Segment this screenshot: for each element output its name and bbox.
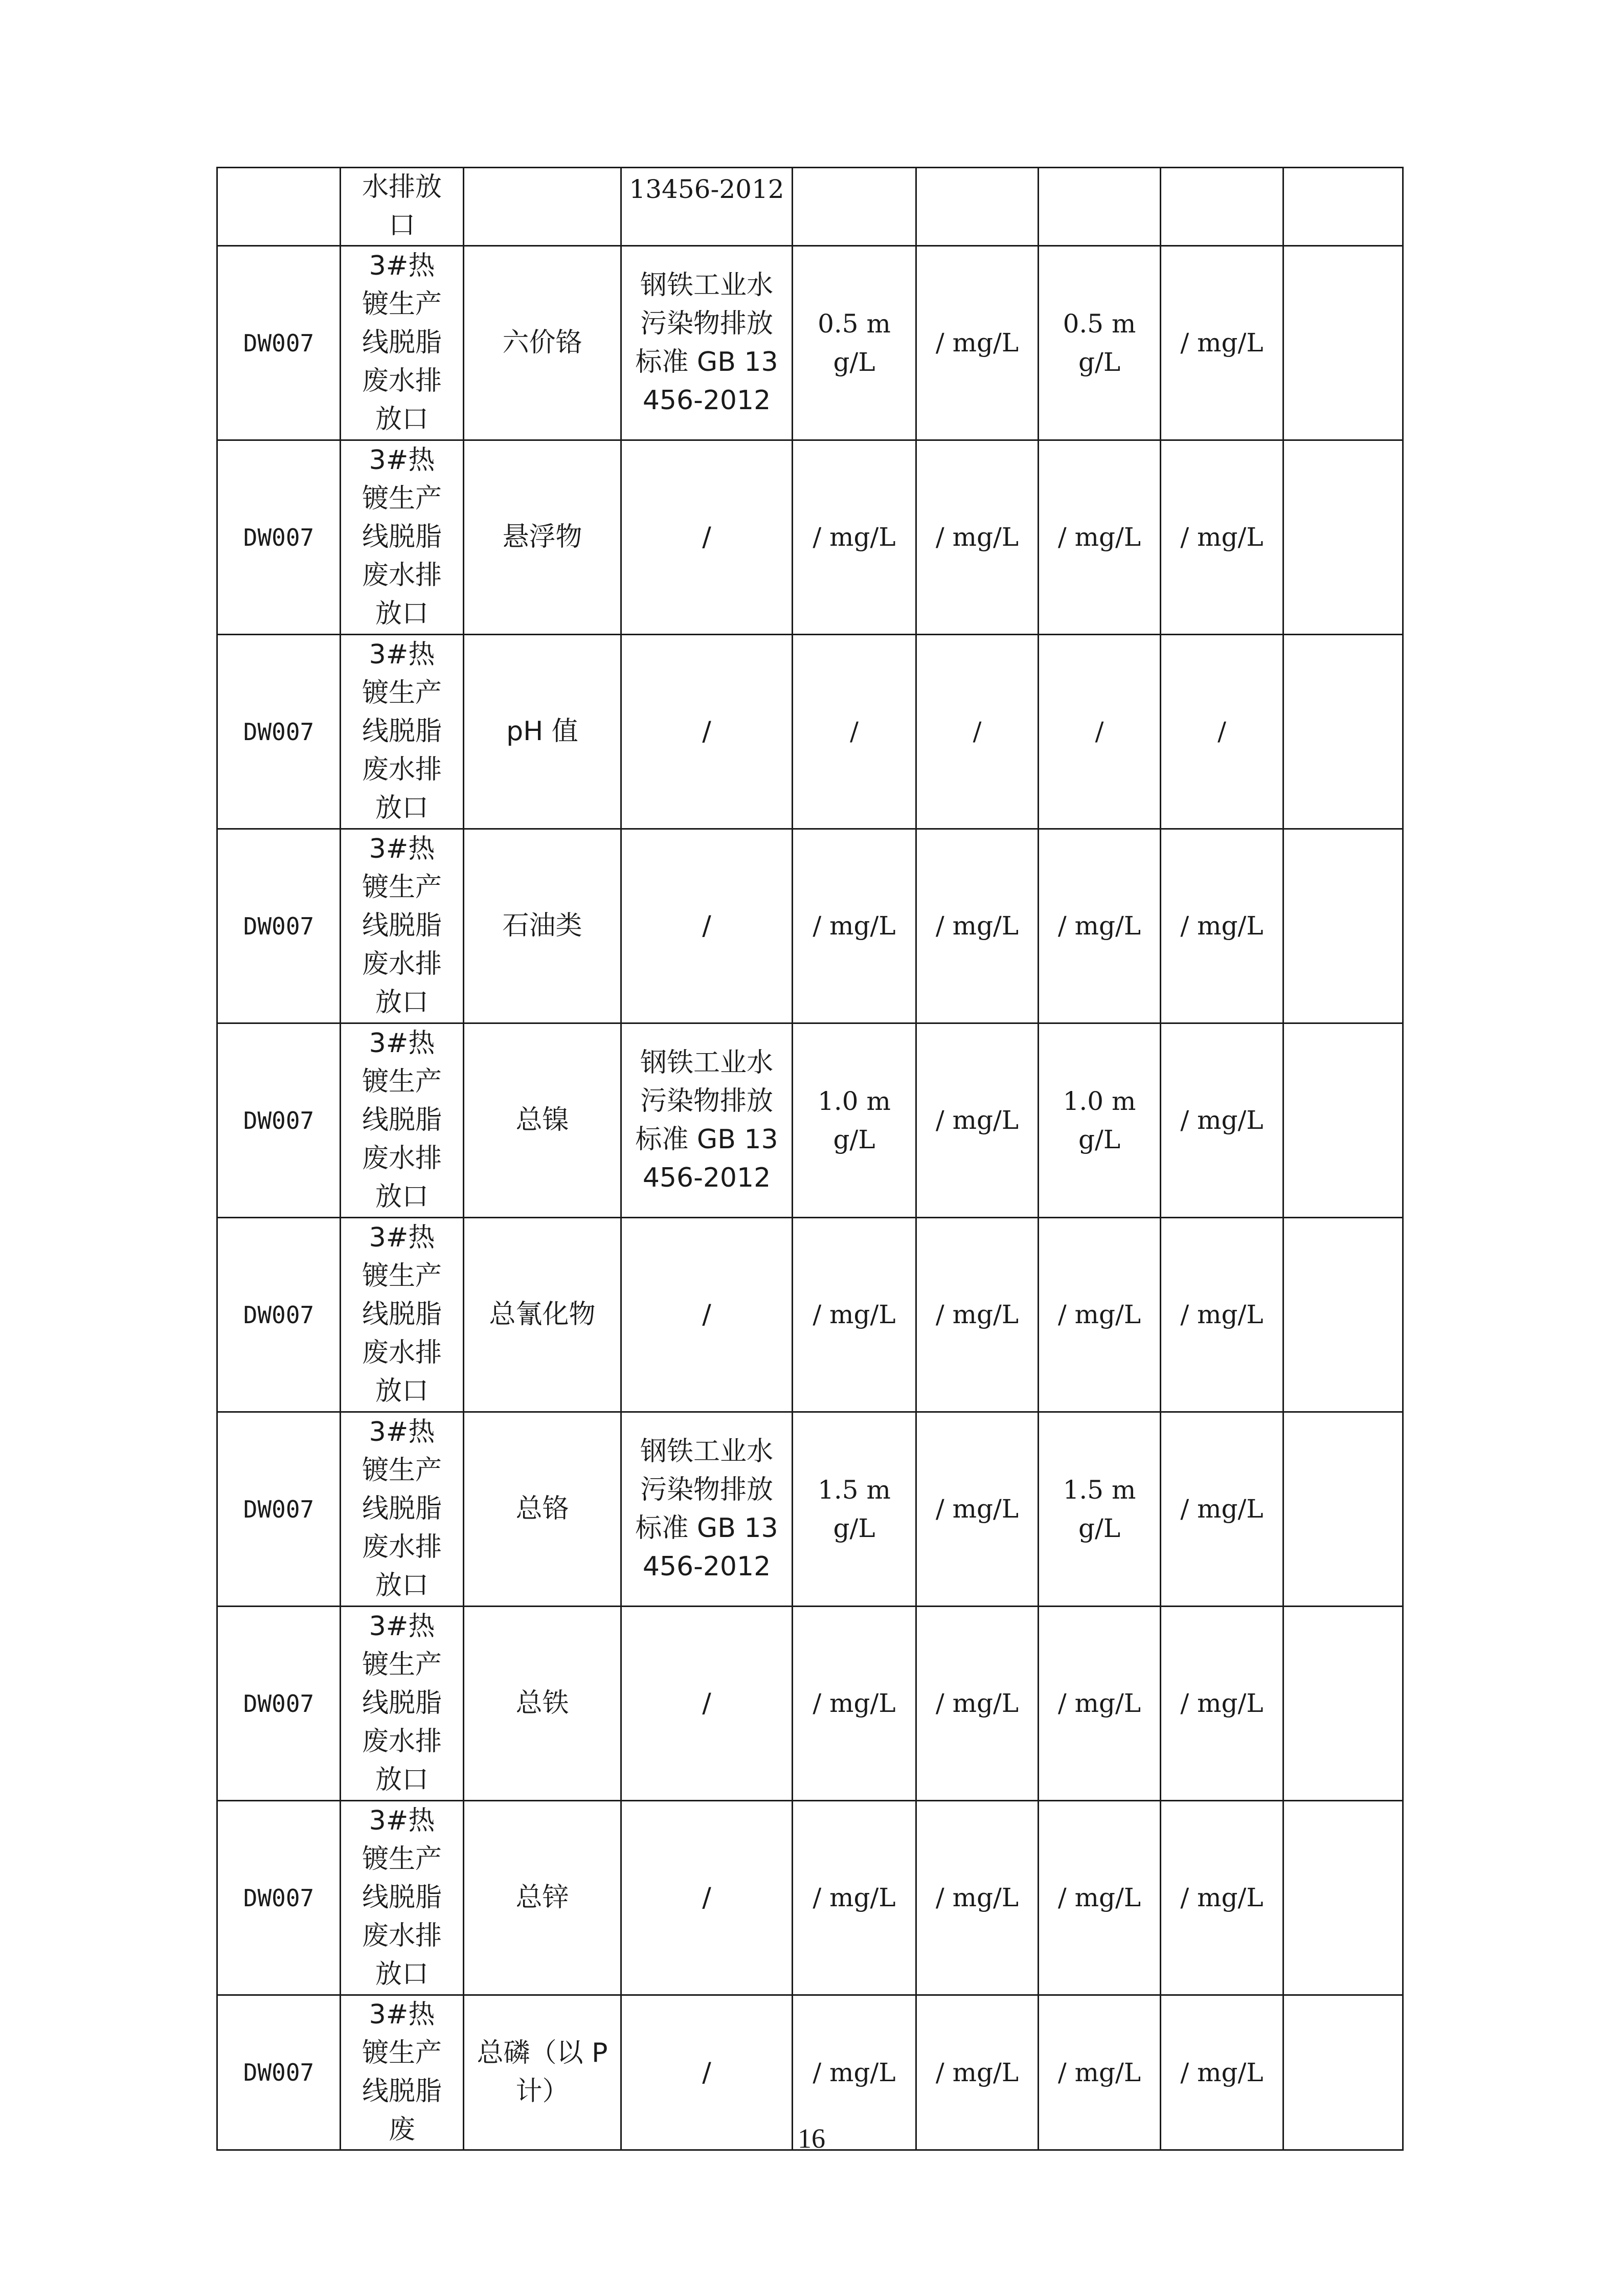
cell-value-4: / mg/L <box>1161 1607 1283 1801</box>
table-body <box>217 246 1403 2150</box>
cell-value-1: / mg/L <box>793 1607 916 1801</box>
cell-outlet: 3#热镀生产线脱脂废水排放口 <box>341 635 464 829</box>
cell-value-4: / mg/L <box>1161 440 1283 635</box>
cell-outlet: 3#热镀生产线脱脂废水排放口 <box>341 1218 464 1412</box>
table-row <box>217 440 1403 635</box>
cell-id: DW007 <box>217 440 341 635</box>
cell-value-4: / <box>1161 635 1283 829</box>
cell-value-2: / mg/L <box>916 1023 1039 1218</box>
cell-pollutant <box>464 168 621 246</box>
cell-outlet: 3#热镀生产线脱脂废水排放口 <box>341 440 464 635</box>
cell-value-2: / mg/L <box>916 440 1039 635</box>
cell-id: DW007 <box>217 1412 341 1607</box>
cell-value-3: 1.5 mg/L <box>1039 1412 1161 1607</box>
cell-value-5 <box>1283 440 1403 635</box>
cell-pollutant: 总氰化物 <box>464 1218 621 1412</box>
cell-pollutant: pH 值 <box>464 635 621 829</box>
cell-id: DW007 <box>217 1218 341 1412</box>
cell-standard: / <box>621 829 793 1023</box>
cell-outlet: 3#热镀生产线脱脂废水排放口 <box>341 1023 464 1218</box>
cell-value-1: / mg/L <box>793 1995 916 2150</box>
cell-value-2: / mg/L <box>916 829 1039 1023</box>
cell-value-2: / mg/L <box>916 246 1039 440</box>
cell-pollutant: 总铁 <box>464 1607 621 1801</box>
discharge-limits-table <box>216 167 1404 2151</box>
cell-value-1: / mg/L <box>793 1801 916 1995</box>
cell-pollutant: 石油类 <box>464 829 621 1023</box>
cell-id: DW007 <box>217 1995 341 2150</box>
cell-id: DW007 <box>217 246 341 440</box>
cell-standard: 13456-2012 <box>621 168 793 246</box>
cell-value-1 <box>793 168 916 246</box>
cell-value-5 <box>1283 1023 1403 1218</box>
cell-value-5 <box>1283 635 1403 829</box>
cell-value-3 <box>1039 168 1161 246</box>
cell-standard: 钢铁工业水污染物排放标准 GB 13456-2012 <box>621 1023 793 1218</box>
cell-value-4: / mg/L <box>1161 1412 1283 1607</box>
cell-value-4: / mg/L <box>1161 1023 1283 1218</box>
cell-value-1: 1.0 mg/L <box>793 1023 916 1218</box>
cell-standard: / <box>621 440 793 635</box>
table-row-continued <box>217 168 1403 246</box>
cell-value-3: 1.0 mg/L <box>1039 1023 1161 1218</box>
cell-value-4 <box>1161 168 1283 246</box>
cell-standard: / <box>621 1218 793 1412</box>
cell-value-3: / <box>1039 635 1161 829</box>
cell-value-1: 1.5 mg/L <box>793 1412 916 1607</box>
cell-value-1: / mg/L <box>793 1218 916 1412</box>
table-row <box>217 1218 1403 1412</box>
cell-standard: / <box>621 635 793 829</box>
cell-standard: / <box>621 1801 793 1995</box>
cell-value-2: / mg/L <box>916 1995 1039 2150</box>
table-row <box>217 1801 1403 1995</box>
cell-outlet: 3#热镀生产线脱脂废水排放口 <box>341 1801 464 1995</box>
cell-id: DW007 <box>217 1801 341 1995</box>
cell-value-4: / mg/L <box>1161 1218 1283 1412</box>
cell-id: DW007 <box>217 829 341 1023</box>
cell-value-5 <box>1283 168 1403 246</box>
cell-standard: 钢铁工业水污染物排放标准 GB 13456-2012 <box>621 1412 793 1607</box>
cell-outlet: 3#热镀生产线脱脂废水排放口 <box>341 1412 464 1607</box>
table-row <box>217 1023 1403 1218</box>
cell-value-4: / mg/L <box>1161 829 1283 1023</box>
cell-outlet: 3#热镀生产线脱脂废水排放口 <box>341 829 464 1023</box>
cell-value-2: / mg/L <box>916 1218 1039 1412</box>
cell-value-2 <box>916 168 1039 246</box>
cell-value-3: / mg/L <box>1039 440 1161 635</box>
cell-pollutant: 总磷（以 P 计） <box>464 1995 621 2150</box>
cell-pollutant: 悬浮物 <box>464 440 621 635</box>
cell-value-3: / mg/L <box>1039 1218 1161 1412</box>
cell-standard: / <box>621 1607 793 1801</box>
cell-pollutant: 六价铬 <box>464 246 621 440</box>
cell-standard: / <box>621 1995 793 2150</box>
table-row <box>217 829 1403 1023</box>
cell-standard: 钢铁工业水污染物排放标准 GB 13456-2012 <box>621 246 793 440</box>
cell-value-4: / mg/L <box>1161 1995 1283 2150</box>
cell-value-1: / mg/L <box>793 829 916 1023</box>
cell-value-3: / mg/L <box>1039 1995 1161 2150</box>
table-row <box>217 1412 1403 1607</box>
cell-id: DW007 <box>217 635 341 829</box>
cell-id: DW007 <box>217 1607 341 1801</box>
cell-id <box>217 168 341 246</box>
cell-value-5 <box>1283 1218 1403 1412</box>
cell-value-3: 0.5 mg/L <box>1039 246 1161 440</box>
cell-value-1: 0.5 mg/L <box>793 246 916 440</box>
cell-value-1: / mg/L <box>793 440 916 635</box>
page-number: 16 <box>798 2123 825 2154</box>
cell-outlet: 水排放口 <box>341 168 464 246</box>
cell-pollutant: 总镍 <box>464 1023 621 1218</box>
table-row <box>217 635 1403 829</box>
cell-outlet: 3#热镀生产线脱脂废 <box>341 1995 464 2150</box>
cell-value-3: / mg/L <box>1039 1607 1161 1801</box>
table-row <box>217 246 1403 440</box>
cell-value-5 <box>1283 1607 1403 1801</box>
cell-value-3: / mg/L <box>1039 829 1161 1023</box>
cell-value-5 <box>1283 829 1403 1023</box>
table-row <box>217 1607 1403 1801</box>
cell-value-5 <box>1283 246 1403 440</box>
cell-pollutant: 总锌 <box>464 1801 621 1995</box>
cell-value-2: / mg/L <box>916 1607 1039 1801</box>
cell-id: DW007 <box>217 1023 341 1218</box>
cell-value-5 <box>1283 1801 1403 1995</box>
cell-outlet: 3#热镀生产线脱脂废水排放口 <box>341 246 464 440</box>
cell-value-1: / <box>793 635 916 829</box>
cell-value-4: / mg/L <box>1161 246 1283 440</box>
cell-value-4: / mg/L <box>1161 1801 1283 1995</box>
cell-value-5 <box>1283 1412 1403 1607</box>
cell-pollutant: 总铬 <box>464 1412 621 1607</box>
cell-value-3: / mg/L <box>1039 1801 1161 1995</box>
cell-value-2: / <box>916 635 1039 829</box>
cell-value-2: / mg/L <box>916 1801 1039 1995</box>
cell-outlet: 3#热镀生产线脱脂废水排放口 <box>341 1607 464 1801</box>
cell-value-2: / mg/L <box>916 1412 1039 1607</box>
